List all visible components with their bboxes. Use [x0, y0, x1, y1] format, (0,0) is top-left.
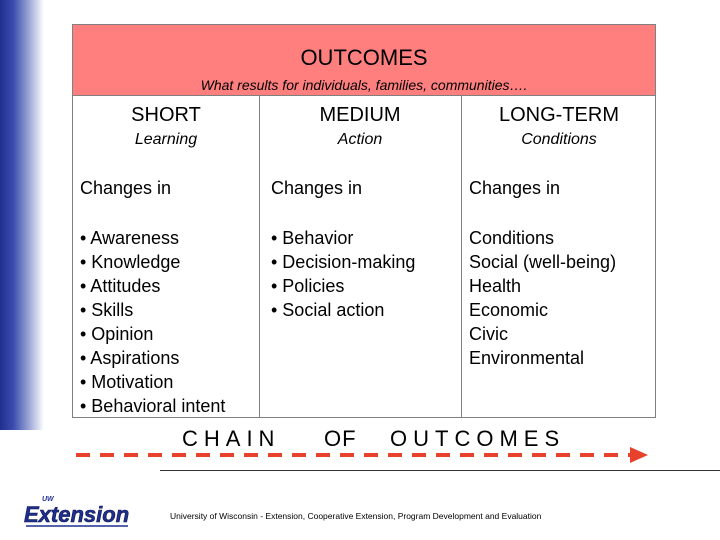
list-item: Environmental	[469, 348, 585, 368]
items-list-medium	[271, 226, 415, 322]
list-item: Civic	[469, 324, 508, 344]
list-item: • Attitudes	[80, 276, 161, 296]
of-word: OF	[324, 426, 357, 451]
list-item: • Awareness	[80, 228, 180, 248]
column-heading-long-term: LONG-TERM	[499, 104, 619, 126]
list-item: • Opinion	[80, 324, 154, 344]
list-item: • Social action	[271, 300, 385, 320]
logo-prefix: UW	[42, 496, 54, 503]
list-item: • Behavioral intent	[80, 396, 226, 416]
footer-divider	[160, 470, 720, 471]
list-item: Conditions	[469, 228, 555, 248]
outcomes-word: OUTCOMES	[390, 426, 566, 451]
outcomes-header	[72, 24, 656, 96]
list-item: • Behavior	[271, 228, 354, 248]
list-item: Health	[469, 276, 522, 296]
list-item: • Knowledge	[80, 252, 181, 272]
column-subheading-long-term: Conditions	[521, 131, 597, 148]
list-item: Social (well-being)	[469, 252, 617, 272]
items-list-short	[80, 226, 225, 418]
changes-label-medium: Changes in	[271, 178, 363, 198]
items-list-long-term	[469, 226, 616, 370]
list-item: • Aspirations	[80, 348, 180, 368]
page-subtitle: What results for individuals, families, communities….	[200, 77, 528, 93]
column-subheading-medium: Action	[337, 131, 383, 148]
left-decorative-stripe	[0, 0, 44, 430]
chain-arrow-icon	[74, 444, 654, 466]
chain-word: CHAIN	[182, 426, 281, 451]
column-heading-medium: MEDIUM	[319, 104, 401, 126]
list-item: • Skills	[80, 300, 134, 320]
footer-credit: University of Wisconsin - Extension, Cooperative Extension, Program Development and Evaluation	[170, 511, 542, 521]
list-item: • Policies	[271, 276, 345, 296]
changes-label-long-term: Changes in	[469, 178, 561, 198]
column-subheading-short: Learning	[134, 131, 198, 148]
page-title: OUTCOMES	[300, 45, 428, 70]
logo-text: Extension	[24, 502, 130, 527]
outcomes-table	[72, 96, 656, 418]
column-heading-short: SHORT	[131, 104, 201, 126]
list-item: • Decision-making	[271, 252, 416, 272]
changes-label-short: Changes in	[80, 178, 172, 198]
uw-extension-logo	[22, 490, 132, 530]
list-item: • Motivation	[80, 372, 174, 392]
list-item: Economic	[469, 300, 549, 320]
